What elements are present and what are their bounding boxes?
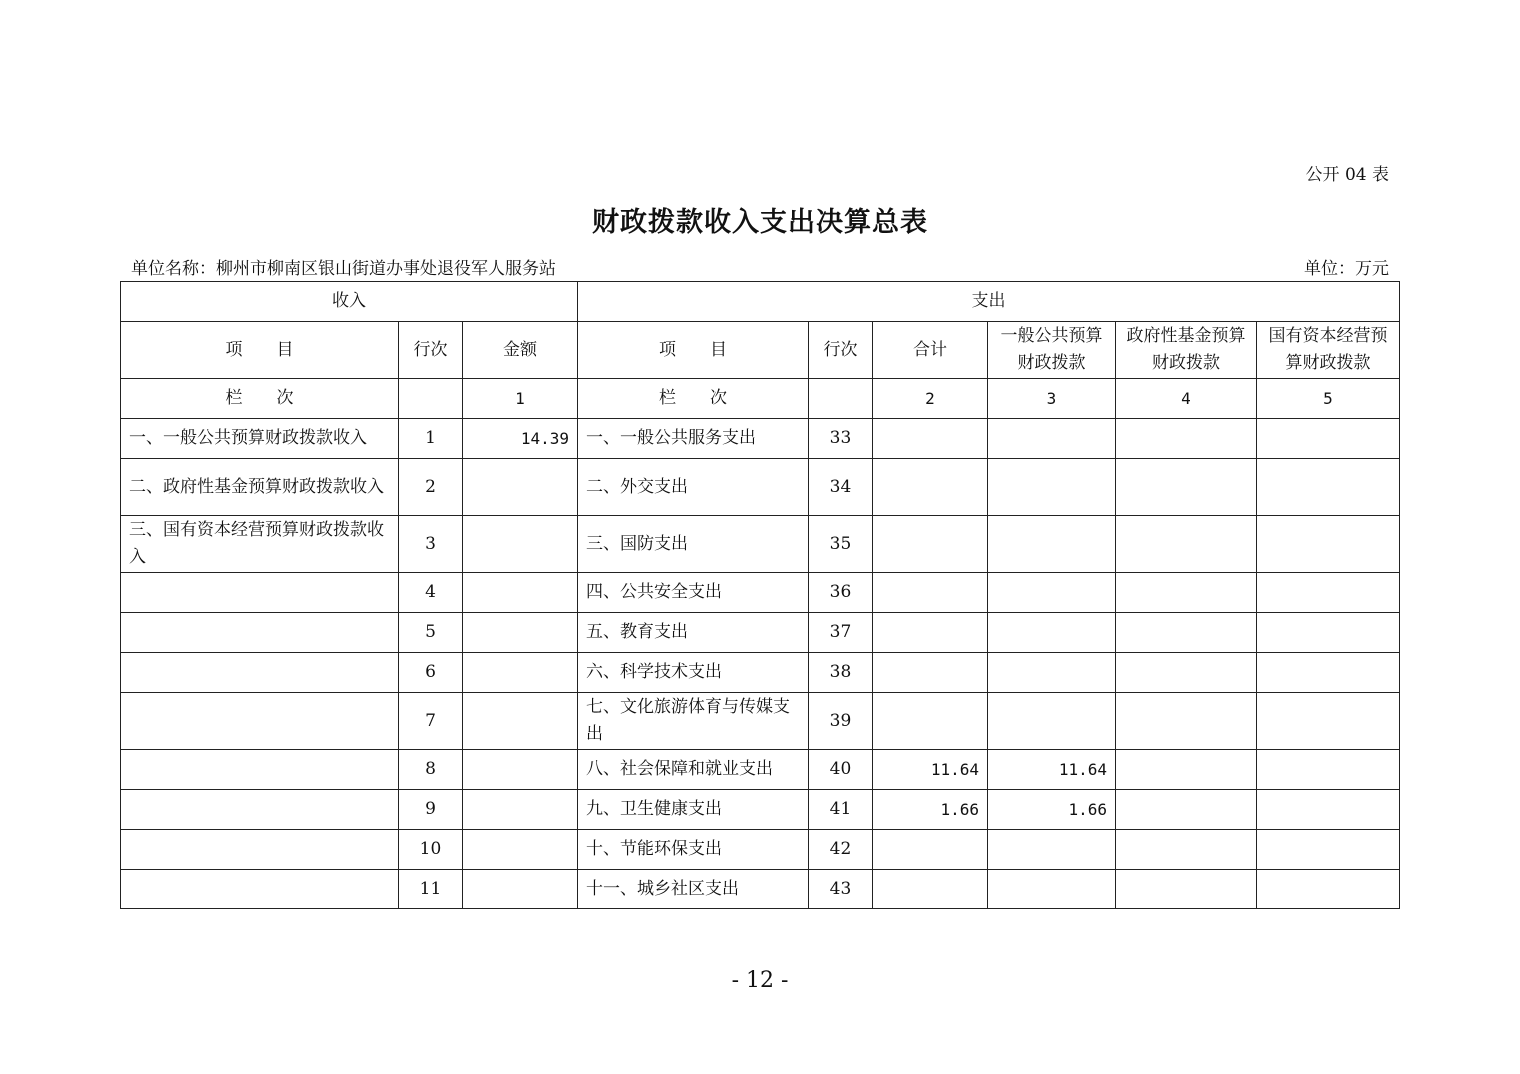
income-amount: 14.39 [463,419,578,459]
expense-total [873,419,988,459]
expense-total [873,693,988,750]
gov-fund-amount [1116,693,1257,750]
income-item [121,653,399,693]
document-title: 财政拨款收入支出决算总表 [592,207,928,238]
income-row-number: 4 [399,573,463,613]
state-capital-amount [1257,419,1400,459]
general-budget-header: 一般公共预算财政拨款 [988,322,1116,379]
income-item [121,790,399,830]
column-number-5: 5 [1257,379,1400,419]
expense-item: 七、文化旅游体育与传媒支出 [578,693,809,750]
expense-row-number: 40 [809,750,873,790]
income-item: 二、政府性基金预算财政拨款收入 [121,459,399,516]
state-capital-amount [1257,830,1400,870]
general-budget-amount [988,613,1116,653]
expense-item: 九、卫生健康支出 [578,790,809,830]
expense-item: 四、公共安全支出 [578,573,809,613]
income-amount-header: 金额 [463,322,578,379]
gov-fund-amount [1116,653,1257,693]
gov-fund-amount [1116,573,1257,613]
general-budget-amount [988,419,1116,459]
income-row-number: 5 [399,613,463,653]
gov-fund-amount [1116,790,1257,830]
table-row [121,516,1400,573]
finance-table [120,281,1400,909]
general-budget-amount [988,870,1116,909]
header-row-sections [121,282,1400,322]
income-row-number: 1 [399,419,463,459]
header-row-column-numbers [121,379,1400,419]
income-row-number: 7 [399,693,463,750]
income-row-number: 6 [399,653,463,693]
expense-row-number: 38 [809,653,873,693]
income-item [121,613,399,653]
income-row-number: 9 [399,790,463,830]
table-row [121,653,1400,693]
income-amount [463,830,578,870]
state-capital-amount [1257,693,1400,750]
gov-fund-amount [1116,830,1257,870]
income-row-number: 11 [399,870,463,909]
expense-row-number: 41 [809,790,873,830]
expense-item-header: 项 目 [578,322,809,379]
total-header: 合计 [873,322,988,379]
empty-cell [399,379,463,419]
expense-row-number: 43 [809,870,873,909]
expense-row-number: 37 [809,613,873,653]
state-capital-amount [1257,790,1400,830]
general-budget-amount [988,830,1116,870]
state-capital-amount [1257,516,1400,573]
general-budget-amount [988,653,1116,693]
table-row [121,830,1400,870]
gov-fund-amount [1116,516,1257,573]
gov-fund-amount [1116,419,1257,459]
table-row [121,870,1400,909]
state-capital-amount [1257,459,1400,516]
gov-fund-header: 政府性基金预算财政拨款 [1116,322,1257,379]
general-budget-amount: 1.66 [988,790,1116,830]
table-row [121,693,1400,750]
column-label: 栏 次 [121,379,399,419]
gov-fund-amount [1116,750,1257,790]
general-budget-amount [988,516,1116,573]
income-amount [463,613,578,653]
expense-row-number: 35 [809,516,873,573]
income-item: 一、一般公共预算财政拨款收入 [121,419,399,459]
table-row [121,613,1400,653]
general-budget-amount [988,459,1116,516]
column-number-1: 1 [463,379,578,419]
gov-fund-amount [1116,459,1257,516]
income-amount [463,573,578,613]
state-capital-amount [1257,613,1400,653]
expense-row-number: 42 [809,830,873,870]
income-amount [463,870,578,909]
expense-total [873,870,988,909]
expense-item: 三、国防支出 [578,516,809,573]
expense-total [873,653,988,693]
expense-rowno-header: 行次 [809,322,873,379]
income-amount [463,693,578,750]
expense-total [873,516,988,573]
income-amount [463,750,578,790]
expense-row-number: 39 [809,693,873,750]
expense-total: 11.64 [873,750,988,790]
table-row [121,419,1400,459]
general-budget-amount [988,693,1116,750]
unit-name: 单位名称：柳州市柳南区银山街道办事处退役军人服务站 [131,259,556,279]
column-number-4: 4 [1116,379,1257,419]
table-row [121,459,1400,516]
state-capital-amount [1257,750,1400,790]
table-body [121,419,1400,909]
column-label-expense: 栏 次 [578,379,809,419]
expense-item: 一、一般公共服务支出 [578,419,809,459]
expense-item: 五、教育支出 [578,613,809,653]
general-budget-amount: 11.64 [988,750,1116,790]
column-number-3: 3 [988,379,1116,419]
income-item [121,573,399,613]
table-row [121,790,1400,830]
income-row-number: 10 [399,830,463,870]
form-code: 公开 04 表 [1305,165,1389,185]
expense-section-header: 支出 [578,282,1400,322]
income-item [121,750,399,790]
income-rowno-header: 行次 [399,322,463,379]
empty-cell [809,379,873,419]
income-amount [463,516,578,573]
state-capital-amount [1257,870,1400,909]
income-item [121,870,399,909]
income-item [121,830,399,870]
income-row-number: 2 [399,459,463,516]
state-capital-amount [1257,653,1400,693]
expense-total [873,459,988,516]
income-amount [463,653,578,693]
header-row-columns [121,322,1400,379]
state-capital-amount [1257,573,1400,613]
general-budget-amount [988,573,1116,613]
expense-item: 二、外交支出 [578,459,809,516]
gov-fund-amount [1116,613,1257,653]
expense-total [873,613,988,653]
expense-total [873,573,988,613]
table-row [121,573,1400,613]
page-number: - 12 - [731,968,789,993]
income-item [121,693,399,750]
income-row-number: 3 [399,516,463,573]
income-amount [463,459,578,516]
expense-item: 十一、城乡社区支出 [578,870,809,909]
expense-total: 1.66 [873,790,988,830]
expense-row-number: 33 [809,419,873,459]
state-capital-header: 国有资本经营预算财政拨款 [1257,322,1400,379]
expense-item: 十、节能环保支出 [578,830,809,870]
column-number-2: 2 [873,379,988,419]
expense-item: 六、科学技术支出 [578,653,809,693]
expense-row-number: 34 [809,459,873,516]
expense-total [873,830,988,870]
gov-fund-amount [1116,870,1257,909]
income-row-number: 8 [399,750,463,790]
expense-row-number: 36 [809,573,873,613]
income-section-header: 收入 [121,282,578,322]
income-item-header: 项 目 [121,322,399,379]
expense-item: 八、社会保障和就业支出 [578,750,809,790]
money-unit: 单位：万元 [1304,259,1389,279]
table-row [121,750,1400,790]
income-item: 三、国有资本经营预算财政拨款收入 [121,516,399,573]
income-amount [463,790,578,830]
